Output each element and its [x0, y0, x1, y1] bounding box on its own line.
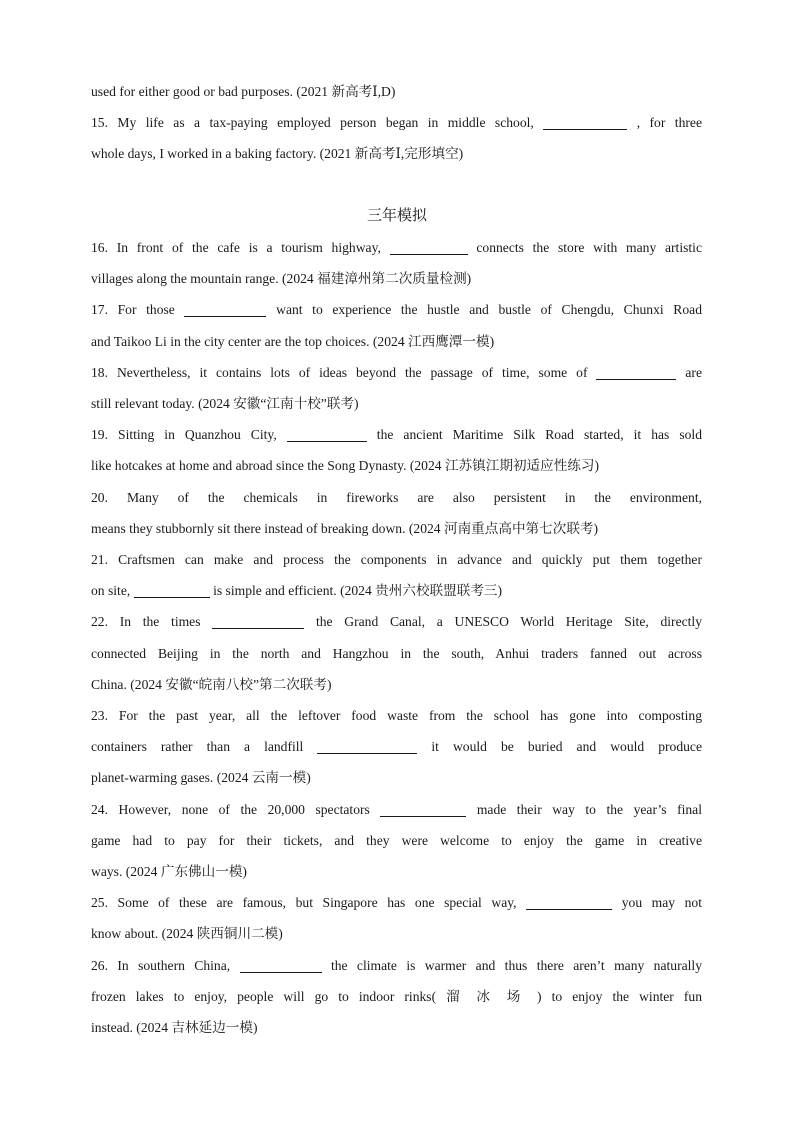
line-text: 16. In front of the cafe is a tourism highway, [91, 240, 381, 255]
line-text: planet-warming gases. (2024 云南一模) [91, 770, 311, 785]
text-line [91, 675, 702, 695]
line-text: containers rather than a landfill [91, 739, 304, 754]
line-text: game had to pay for their tickets, and they were welcome to enjoy the game in creative [91, 833, 702, 848]
line-text: used for either good or bad purposes. (2021 新高考Ⅰ,D) [91, 84, 396, 99]
line-text: 19. Sitting in Quanzhou City, [91, 427, 277, 442]
text-line [91, 956, 702, 976]
line-text: whole days, I worked in a baking factory. (2021 新高考Ⅰ,完形填空) [91, 146, 464, 161]
text-line [91, 862, 702, 882]
answer-blank[interactable] [184, 302, 266, 317]
section-heading: 三年模拟 [366, 206, 427, 224]
answer-blank[interactable] [240, 958, 322, 973]
text-line [91, 550, 702, 570]
text-line [91, 113, 702, 133]
line-text: frozen lakes to enjoy, people will go to indoor rinks( 溜 冰 场 ) to enjoy the winter fun [91, 989, 702, 1004]
text-line [91, 519, 702, 539]
text-line [91, 612, 702, 632]
answer-blank[interactable] [390, 240, 468, 255]
line-text: 20. Many of the chemicals in fireworks are also persistent in the environment, [91, 490, 702, 505]
line-text: 21. Craftsmen can make and process the components in advance and quickly put them together [91, 552, 702, 567]
answer-blank[interactable] [212, 614, 304, 629]
line-text: China. (2024 安徽“皖南八校”第二次联考) [91, 677, 332, 692]
line-text: made their way to the year’s final [476, 802, 702, 817]
text-line [91, 924, 702, 944]
text-line [91, 394, 702, 414]
answer-blank[interactable] [317, 739, 417, 754]
text-line [91, 488, 702, 508]
text-line [91, 456, 702, 476]
text-line [91, 82, 702, 102]
text-line [91, 300, 702, 320]
text-line [91, 644, 702, 664]
line-text: 26. In southern China, [91, 958, 231, 973]
line-text: ways. (2024 广东佛山一模) [91, 864, 247, 879]
line-text: 18. Nevertheless, it contains lots of ideas beyond the passage of time, some of [91, 365, 588, 380]
line-text: like hotcakes at home and abroad since the Song Dynasty. (2024 江苏镇江期初适应性练习) [91, 458, 600, 473]
text-line [91, 269, 702, 289]
text-line [91, 987, 702, 1007]
text-line [91, 238, 702, 258]
line-text: 23. For the past year, all the leftover food waste from the school has gone into composting [91, 708, 702, 723]
line-text: connected Beijing in the north and Hangzhou in the south, Anhui traders fanned out across [91, 646, 702, 661]
text-line [91, 425, 702, 445]
line-text: 17. For those [91, 302, 175, 317]
line-text: the ancient Maritime Silk Road started, it has sold [376, 427, 702, 442]
text-line [91, 706, 702, 726]
line-text: are [685, 365, 702, 380]
text-line [91, 581, 702, 601]
answer-blank[interactable] [526, 895, 612, 910]
line-text: connects the store with many artistic [476, 240, 702, 255]
text-line [91, 1018, 702, 1038]
line-text: 22. In the times [91, 614, 201, 629]
line-text: is simple and efficient. (2024 贵州六校联盟联考三) [213, 583, 503, 598]
answer-blank[interactable] [380, 802, 466, 817]
line-text: 25. Some of these are famous, but Singapore has one special way, [91, 895, 517, 910]
answer-blank[interactable] [543, 115, 627, 130]
text-line [91, 893, 702, 913]
line-text: the Grand Canal, a UNESCO World Heritage Site, directly [315, 614, 702, 629]
line-text: still relevant today. (2024 安徽“江南十校”联考) [91, 396, 359, 411]
line-text: want to experience the hustle and bustle of Chengdu, Chunxi Road [276, 302, 702, 317]
answer-blank[interactable] [287, 427, 367, 442]
line-text: instead. (2024 吉林延边一模) [91, 1020, 258, 1035]
text-line [91, 737, 702, 757]
line-text: it would be buried and would produce [431, 739, 702, 754]
text-line [91, 800, 702, 820]
text-line [91, 831, 702, 851]
text-line [91, 768, 702, 788]
line-text: you may not [621, 895, 702, 910]
line-text: on site, [91, 583, 131, 598]
line-text: 15. My life as a tax-paying employed person began in middle school, [91, 115, 534, 130]
line-text: know about. (2024 陕西铜川二模) [91, 926, 283, 941]
line-text: the climate is warmer and thus there aren’t many naturally [330, 958, 702, 973]
answer-blank[interactable] [596, 365, 676, 380]
text-line [91, 144, 702, 164]
text-line [91, 332, 702, 352]
line-text: 24. However, none of the 20,000 spectators [91, 802, 370, 817]
line-text: villages along the mountain range. (2024 福建漳州第二次质量检测) [91, 271, 472, 286]
answer-blank[interactable] [134, 583, 210, 598]
line-text: , for three [636, 115, 702, 130]
text-line [91, 363, 702, 383]
line-text: and Taikoo Li in the city center are the top choices. (2024 江西鹰潭一模) [91, 334, 495, 349]
line-text: means they stubbornly sit there instead of breaking down. (2024 河南重点高中第七次联考) [91, 521, 599, 536]
